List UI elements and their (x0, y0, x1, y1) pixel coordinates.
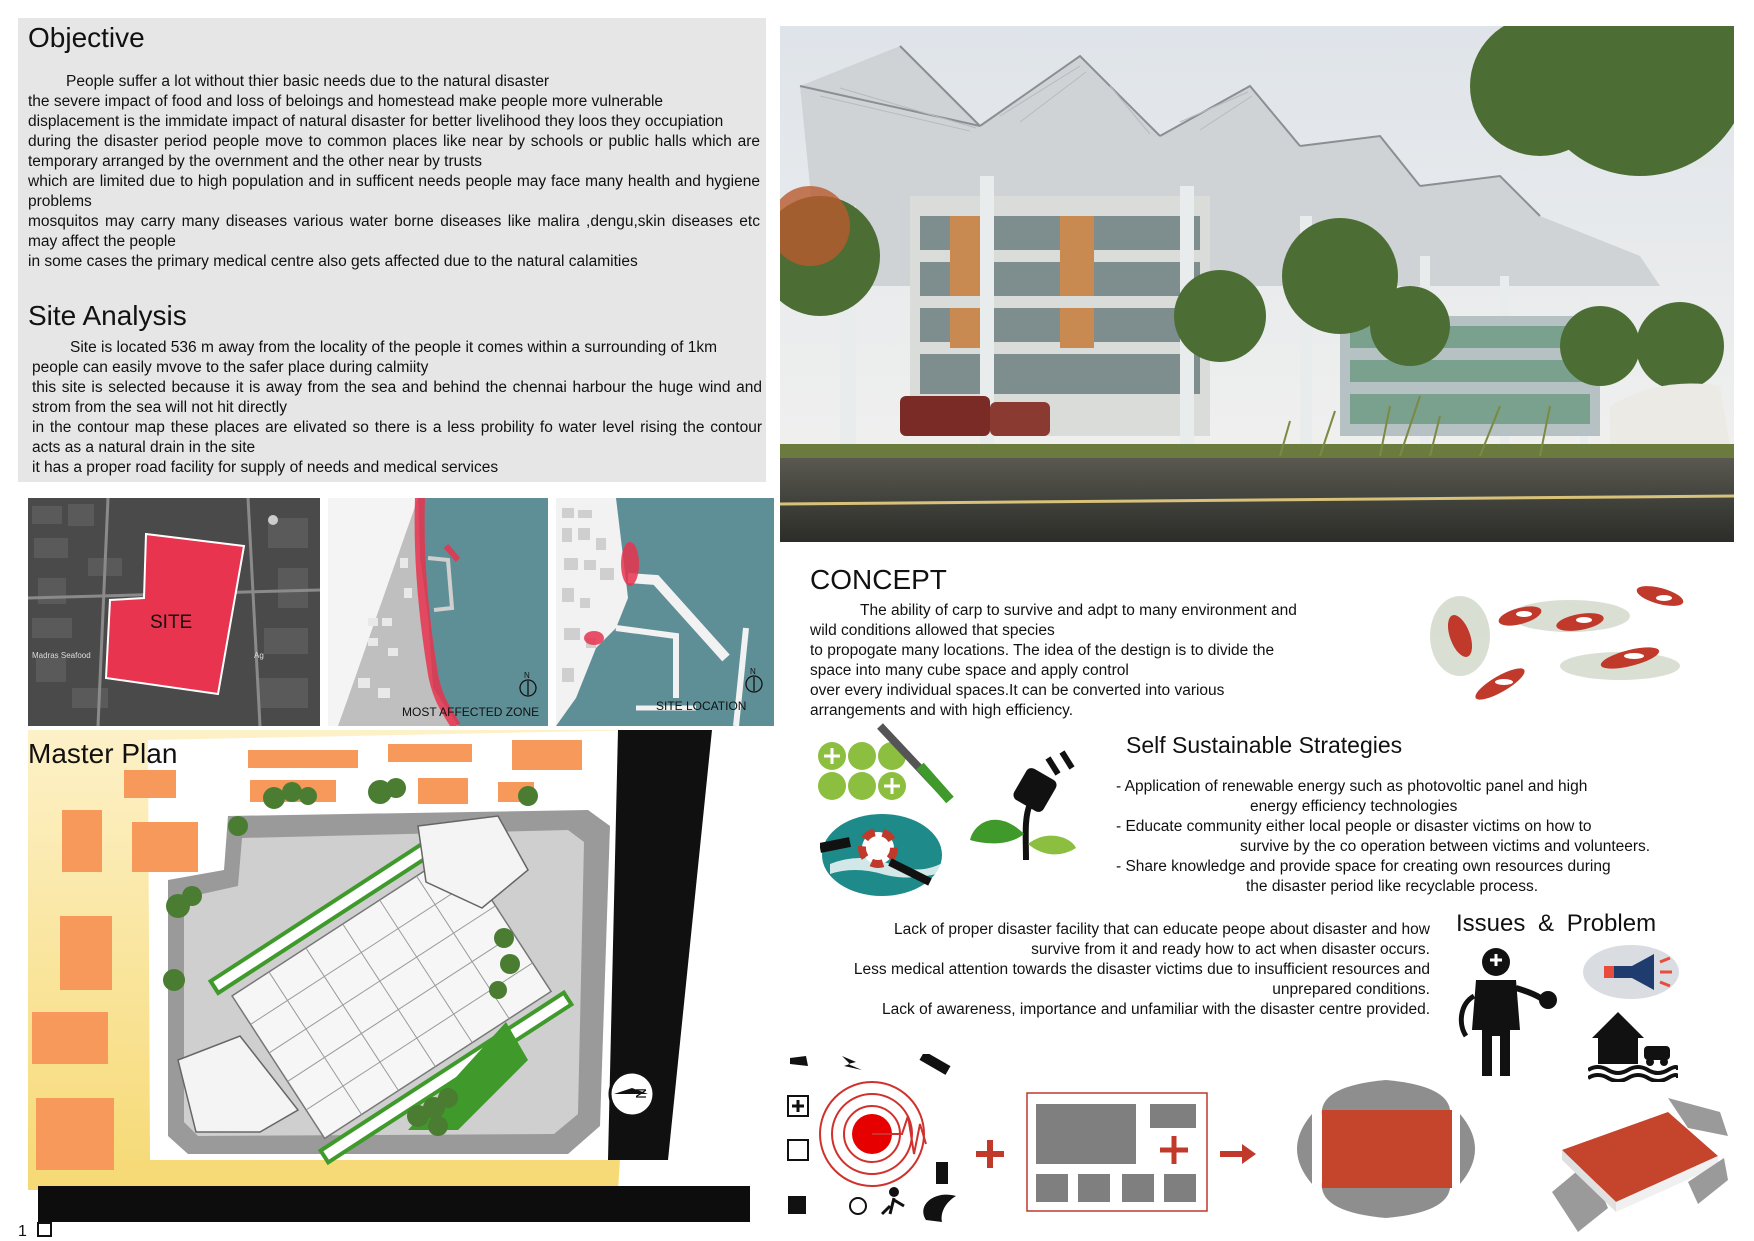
objective-para: in some cases the primary medical centre also gets affected due to the natural calamities (28, 253, 638, 270)
issues-title: Issues & Problem (1456, 910, 1657, 937)
site-analysis-para: this site is selected because it is away from the sea and behind the chennai harbour the huge wind and strom from the sea will not hit directly (32, 379, 762, 416)
recycle-tools-icon (810, 720, 956, 804)
arrow-right-icon (1216, 1134, 1258, 1174)
map-place-label: Ag (254, 651, 264, 660)
master-plan-title: Master Plan (28, 738, 178, 769)
page-box (37, 1222, 52, 1237)
page-number (18, 1222, 52, 1241)
objective-title: Objective (28, 22, 145, 53)
site-location-label: SITE LOCATION (656, 699, 747, 713)
concept-line: arrangements and with high efficiency. (810, 702, 1074, 719)
medic-person-icon (1456, 944, 1558, 1080)
objective-para: the severe impact of food and loss of beloings and homestead make people more vulnerable (28, 93, 664, 110)
most-affected-zone-map (328, 498, 548, 726)
isometric-roof-view (1548, 1092, 1730, 1232)
strategy-item: - Application of renewable energy such as photovoltic panel and high (1116, 778, 1588, 795)
objective-text (28, 72, 760, 272)
master-plan-drawing (28, 730, 750, 1222)
plus-icon (970, 1134, 1010, 1174)
objective-para: displacement is the immidate impact of natural disaster for better livelihood they loos they occupiation (28, 113, 724, 130)
floating-roof-plan (1282, 1076, 1492, 1222)
issue-line: Less medical attention towards the disaster victims due to insufficient resources and (853, 961, 1430, 978)
site-analysis-para: people can easily mvove to the safer place during calmiity (32, 359, 429, 376)
megaphone-icon (1582, 944, 1680, 1000)
page-number-text: 1 (18, 1223, 27, 1240)
site-analysis-para: in the contour map these places are elivated so there is a less probility fo water level rising the contour acts as a natural drain in the site (32, 419, 762, 456)
strategy-item: - Share knowledge and provide space for creating own resources during (1116, 858, 1611, 875)
concept-line: to propogate many locations. The idea of the destign is to divide the (810, 642, 1275, 659)
strategy-item: energy efficiency technologies (1250, 798, 1458, 815)
objective-para: during the disaster period people move to common places like near by schools or public halls which are temporary arranged by the overnment and the other near by trusts (28, 133, 760, 170)
north-label: N (524, 671, 530, 680)
self-sustainable-title: Self Sustainable Strategies (1126, 732, 1403, 758)
objective-para: mosquitos may carry many diseases various water borne diseases like malira ,dengu,skin diseases etc may affect the people (28, 213, 760, 250)
disaster-alert-diagram (786, 1054, 962, 1226)
objective-para: People suffer a lot without thier basic needs due to the natural disaster (66, 73, 550, 90)
site-satellite-map (28, 498, 320, 726)
site-label: SITE (150, 612, 193, 633)
modular-space-diagram (1026, 1092, 1208, 1212)
issue-line: unprepared conditions. (1272, 981, 1430, 998)
koi-carp-illustration (1420, 576, 1702, 726)
issues-text (700, 920, 1430, 1020)
objective-para: which are limited due to high population and in sufficent needs people may face many health and hygiene problems (28, 173, 760, 210)
master-plan-north: N (632, 1088, 649, 1099)
concept-line: wild conditions allowed that species (810, 622, 1055, 639)
issue-line: survive from it and ready how to act when disaster occurs. (1031, 941, 1430, 958)
concept-text (810, 601, 1370, 721)
north-label: N (750, 667, 756, 676)
self-sustainable-list (1116, 777, 1736, 897)
lifebuoy-icon (820, 812, 944, 898)
strategy-item: - Educate community either local people or disaster victims on how to (1116, 818, 1592, 835)
building-rendering (780, 26, 1734, 542)
flooded-house-icon (1588, 1004, 1678, 1082)
strategy-item: survive by the co operation between victims and volunteers. (1240, 838, 1651, 855)
site-analysis-title: Site Analysis (28, 300, 187, 331)
most-affected-label: MOST AFFECTED ZONE (402, 705, 540, 719)
concept-title: CONCEPT (810, 564, 947, 595)
concept-line: The ability of carp to survive and adpt to many environment and (860, 602, 1297, 619)
concept-line: space into many cube space and apply control (810, 662, 1129, 679)
issue-line: Lack of awareness, importance and unfamiliar with the disaster centre provided. (882, 1001, 1430, 1018)
site-analysis-text (32, 338, 762, 478)
plug-leaf-icon (968, 748, 1080, 862)
map-place-label: Madras Seafood (32, 651, 91, 660)
site-analysis-para: it has a proper road facility for supply of needs and medical services (32, 459, 499, 476)
strategy-item: the disaster period like recyclable process. (1246, 878, 1539, 895)
issue-line: Lack of proper disaster facility that can educate peope about disaster and how (894, 921, 1430, 938)
site-location-map (556, 498, 774, 726)
concept-line: over every individual spaces.It can be converted into various (810, 682, 1225, 699)
site-analysis-para: Site is located 536 m away from the locality of the people it comes within a surrounding of 1km (70, 339, 718, 356)
